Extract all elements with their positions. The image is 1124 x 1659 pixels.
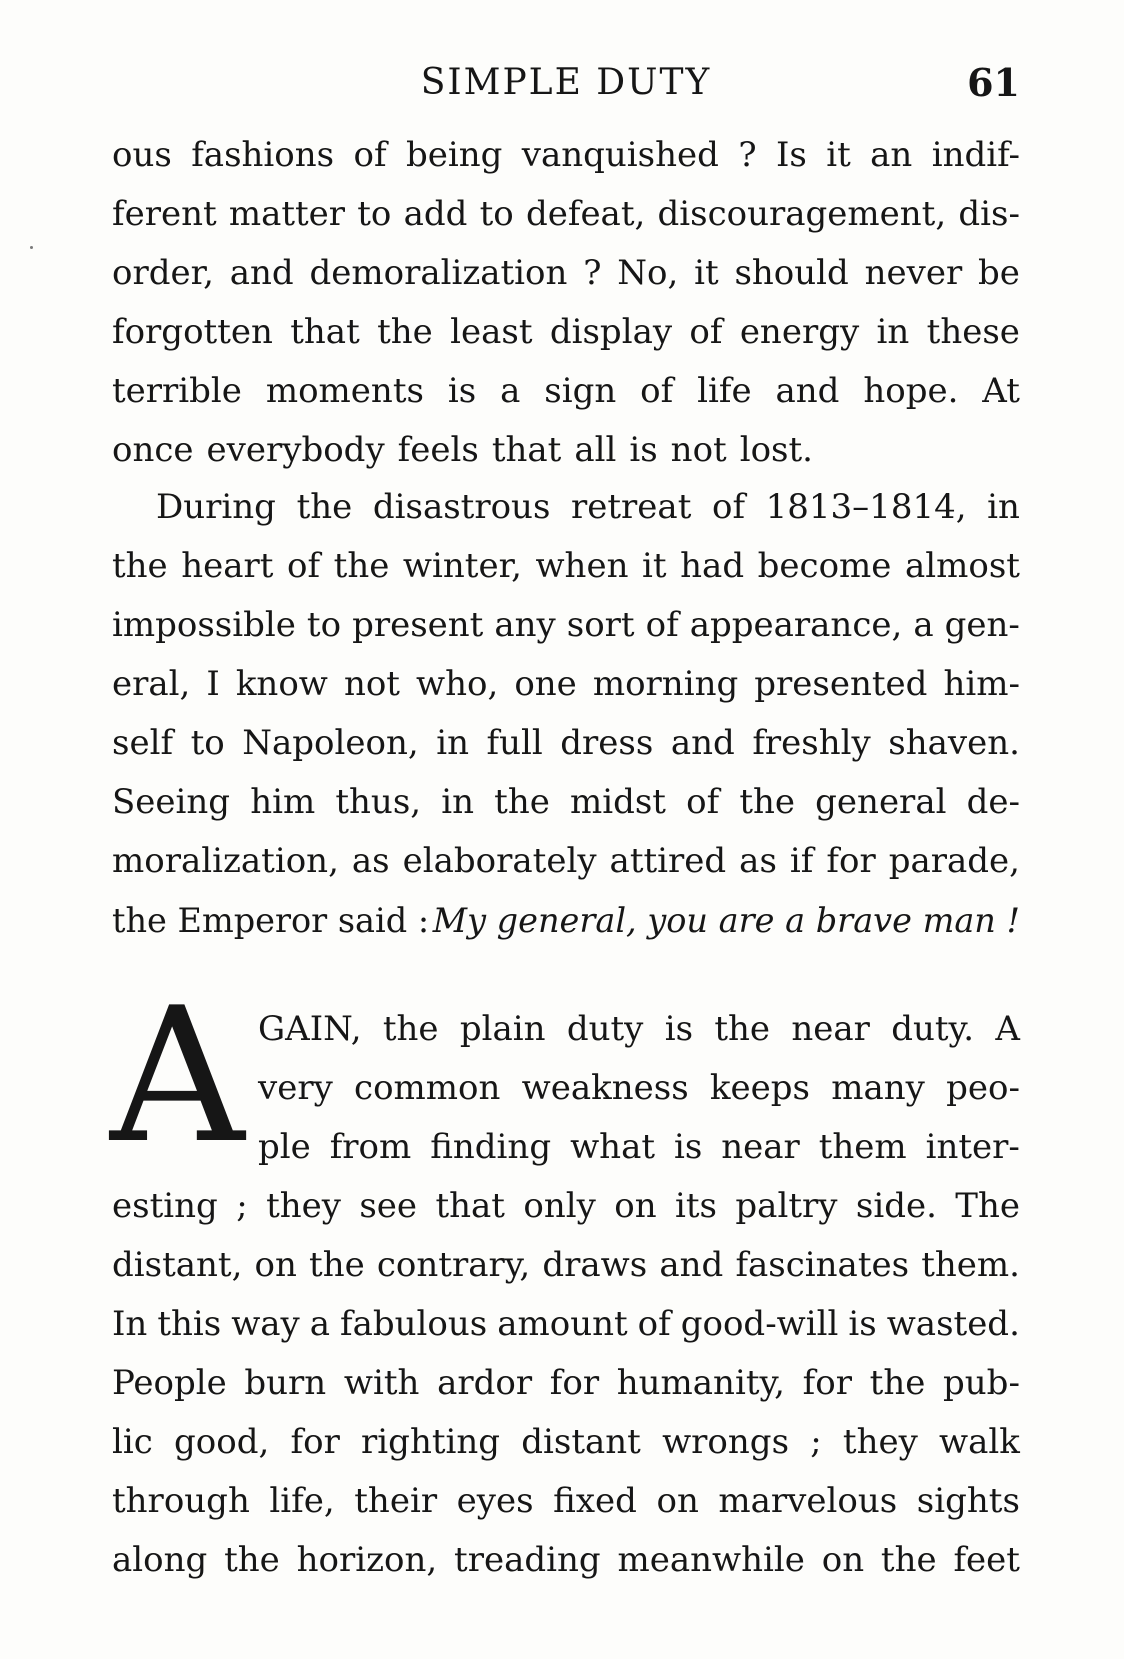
text-line: forgotten that the least display of energy in these: [112, 312, 1020, 352]
text-line: During the disastrous retreat of 1813–1814, in: [156, 487, 1020, 527]
page-number: 61: [967, 60, 1020, 105]
text-line: through life, their eyes fixed on marvelous sights: [112, 1481, 1020, 1521]
emperor-quote: My general, you are a brave man !: [432, 901, 1020, 940]
running-title: SIMPLE DUTY: [420, 62, 712, 103]
text-line: lic good, for righting distant wrongs ; they walk: [112, 1422, 1020, 1462]
paragraph-napoleon-anecdote: [112, 478, 1020, 950]
drop-cap-initial: A: [110, 967, 245, 1184]
text-line: ous fashions of being vanquished ? Is it an indif-: [112, 135, 1020, 175]
paragraph-near-duty: [110, 967, 1020, 1590]
scan-speck: [30, 246, 33, 249]
text-line: once everybody feels that all is not lost.: [112, 430, 813, 470]
text-line: Seeing him thus, in the midst of the general de-: [112, 782, 1020, 822]
running-head: [112, 58, 1020, 108]
text-line: the heart of the winter, when it had become almost: [112, 546, 1020, 586]
text-line-with-quote: [112, 891, 1020, 950]
text-line: distant, on the contrary, draws and fascinates them.: [112, 1245, 1020, 1285]
text-line: terrible moments is a sign of life and hope. At: [112, 371, 1020, 411]
text-line: impossible to present any sort of appearance, a gen-: [112, 605, 1020, 645]
text-line: very common weakness keeps many peo-: [258, 1068, 1020, 1108]
paragraph-continued: [112, 126, 1020, 480]
text-line: ple from finding what is near them inter-: [258, 1127, 1020, 1167]
text-line: order, and demoralization ? No, it should never be: [112, 253, 1020, 293]
text-line: GAIN, the plain duty is the near duty. A: [258, 1009, 1020, 1049]
text-line: moralization, as elaborately attired as if for parade,: [112, 841, 1020, 881]
text-line: along the horizon, treading meanwhile on the feet: [112, 1540, 1020, 1580]
text-line: esting ; they see that only on its paltry side. The: [112, 1186, 1020, 1226]
text-line: People burn with ardor for humanity, for the pub-: [112, 1363, 1020, 1403]
text-line: In this way a fabulous amount of good-will is wasted.: [112, 1304, 1020, 1344]
text-line: eral, I know not who, one morning presented him-: [112, 664, 1020, 704]
text-segment: the Emperor said :: [112, 901, 430, 940]
text-line: self to Napoleon, in full dress and freshly shaven.: [112, 723, 1020, 763]
text-line: ferent matter to add to defeat, discouragement, dis-: [112, 194, 1020, 234]
